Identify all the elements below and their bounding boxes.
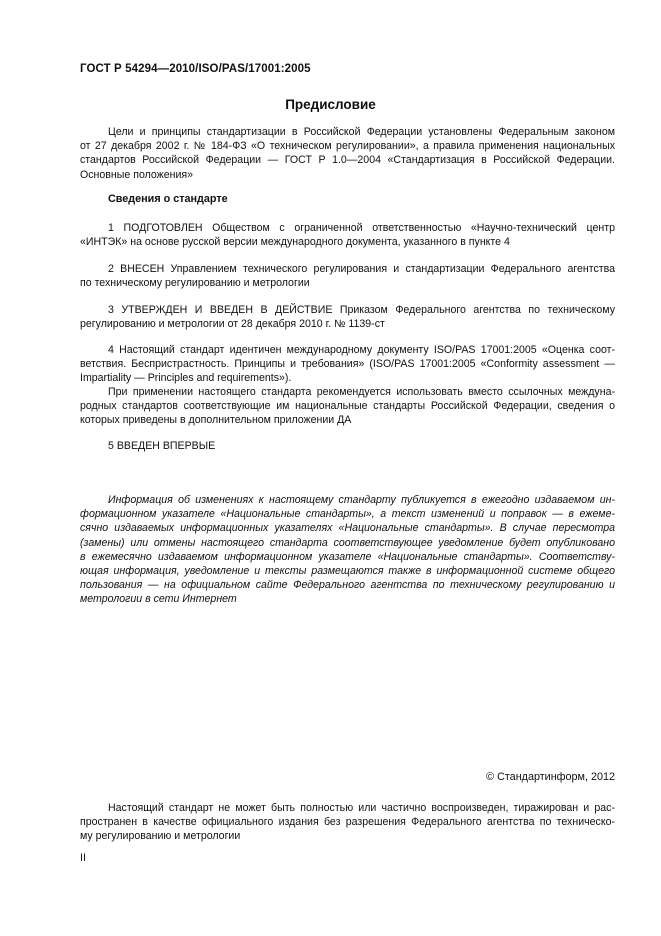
item-4-paragraph bbox=[80, 343, 615, 386]
text-line: от 27 декабря 2002 г. № 184-ФЗ «О техническом регулировании», а правила применения национальных bbox=[80, 140, 615, 153]
text-line: пространен в качестве официального издания без разрешения Федерального агентства по техническо- bbox=[80, 816, 615, 829]
item-4-note-paragraph bbox=[80, 385, 615, 428]
text-line: Цели и принципы стандартизации в Российской Федерации установлены Федеральным законом bbox=[108, 126, 615, 138]
item-5-paragraph bbox=[80, 439, 615, 453]
text-line: ющая информация, уведомление и тексты размещаются также в информационной системе общего bbox=[80, 565, 615, 578]
text-line: пользования — на официальном сайте Федерального агентства по техническому регулированию и bbox=[80, 579, 615, 592]
text-line: Информация об изменениях к настоящему стандарту публикуется в ежегодно издаваемом ин- bbox=[108, 494, 615, 506]
text-line: При применении настоящего стандарта рекомендуется использовать вместо ссылочных междуна- bbox=[108, 386, 615, 398]
text-line: в ежемесячно издаваемом информационном указателе «Национальные стандарты». Соответству- bbox=[80, 550, 615, 563]
section-subheading: Сведения о стандарте bbox=[108, 193, 228, 205]
document-header: ГОСТ Р 54294—2010/ISO/PAS/17001:2005 bbox=[80, 63, 311, 75]
text-line: Основные положения» bbox=[80, 168, 194, 181]
intro-paragraph bbox=[80, 125, 615, 182]
text-line: му регулированию и метрологии bbox=[80, 830, 241, 843]
text-line: Настоящий стандарт не может быть полностью или частично воспроизведен, тиражирован и рас- bbox=[108, 802, 615, 814]
text-line: ветствия. Беспристрастность. Принципы и требования» (ISO/PAS 17001:2005 «Conformity assessment — bbox=[80, 358, 615, 371]
text-line: формационном указателе «Национальные стандарты», а текст изменений и поправок — в ежеме- bbox=[80, 508, 615, 521]
text-line: сячно издаваемых информационных указателях «Национальные стандарты». В случае пересмотра bbox=[80, 522, 615, 535]
text-line: метрологии в сети Интернет bbox=[80, 593, 237, 606]
text-line: по техническому регулированию и метрологии bbox=[80, 277, 310, 290]
text-line: стандартов Российской Федерации — ГОСТ Р 1.0—2004 «Стандартизация в Российской Федерации. bbox=[80, 154, 615, 167]
text-line: 2 ВНЕСЕН Управлением технического регулирования и стандартизации Федерального агентства bbox=[108, 263, 615, 275]
text-line: которых приведены в дополнительном приложении ДА bbox=[80, 414, 352, 427]
copyright-notice: © Стандартинформ, 2012 bbox=[486, 771, 615, 783]
info-notice-paragraph bbox=[80, 493, 615, 607]
page-number: II bbox=[80, 852, 86, 864]
text-line: 3 УТВЕРЖДЕН И ВВЕДЕН В ДЕЙСТВИЕ Приказом Федерального агентства по техническому bbox=[108, 304, 615, 316]
item-2-paragraph bbox=[80, 262, 615, 290]
text-line: «ИНТЭК» на основе русской версии международного документа, указанного в пункте 4 bbox=[80, 236, 510, 249]
text-line: 5 ВВЕДЕН ВПЕРВЫЕ bbox=[108, 440, 216, 452]
text-line: Impartiality — Principles and requirements»). bbox=[80, 372, 292, 385]
text-line: 4 Настоящий стандарт идентичен международному документу ISO/PAS 17001:2005 «Оценка соот- bbox=[108, 344, 615, 356]
text-line: 1 ПОДГОТОВЛЕН Обществом с ограниченной ответственностью «Научно-технический центр bbox=[108, 222, 615, 234]
item-1-paragraph bbox=[80, 221, 615, 249]
text-line: родных стандартов соответствующие им национальные стандарты Российской Федерации, сведения о bbox=[80, 400, 615, 413]
reproduction-notice-paragraph bbox=[80, 801, 615, 844]
item-3-paragraph bbox=[80, 303, 615, 331]
page-title: Предисловие bbox=[285, 97, 376, 112]
text-line: регулированию и метрологии от 28 декабря 2010 г. № 1139-ст bbox=[80, 318, 385, 331]
text-line: (замены) или отмены настоящего стандарта соответствующее уведомление будет опубликовано bbox=[80, 536, 615, 549]
